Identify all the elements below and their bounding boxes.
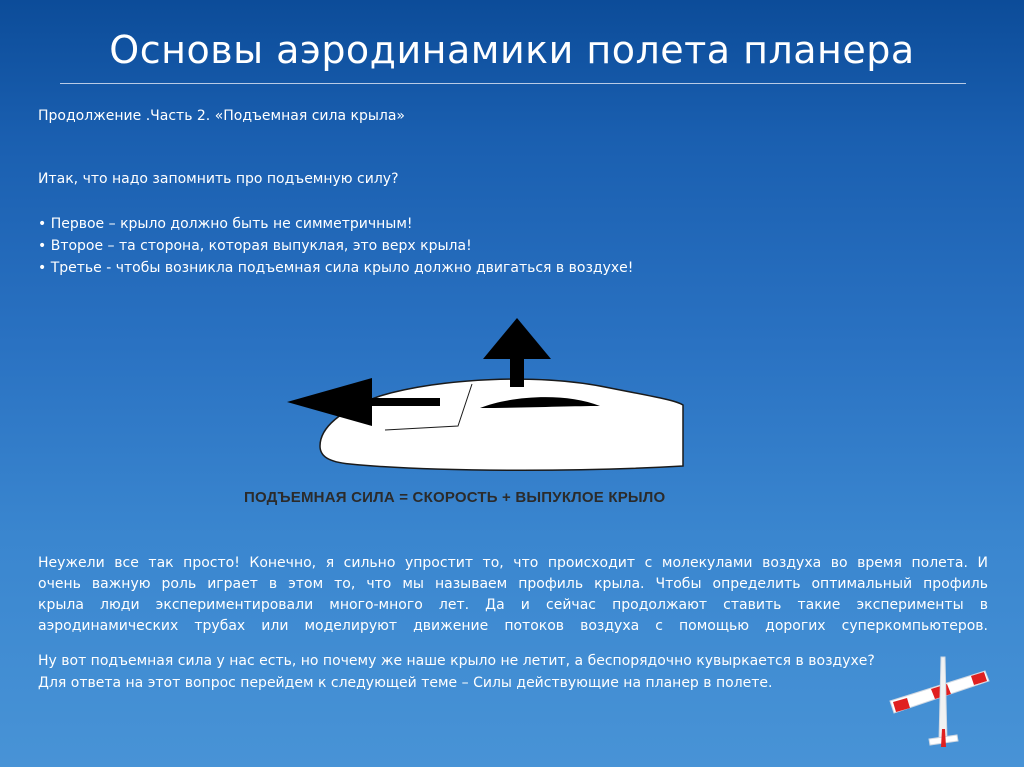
closing-line-1: Ну вот подъемная сила у нас есть, но почему же наше крыло не летит, а беспорядочно кувыркается в воздухе? — [38, 653, 875, 669]
explanation-paragraph — [38, 553, 988, 637]
lift-formula: ПОДЪЕМНАЯ СИЛА = СКОРОСТЬ + ВЫПУКЛОЕ КРЫЛО — [244, 489, 666, 506]
subtitle: Продолжение .Часть 2. «Подъемная сила крыла» — [38, 108, 405, 124]
key-points-list — [38, 213, 633, 279]
wing-profile — [320, 379, 683, 470]
paragraph-line-3: крыла люди экспериментировали много-много лет. Да и сейчас продолжают ставить такие эксперименты в — [38, 597, 988, 613]
wing-lift-diagram — [280, 318, 700, 478]
paragraph-line-2: очень важную роль играет в этом то, что мы называем профиль крыла. Чтобы определить оптимальный профиль — [38, 576, 988, 592]
title-divider — [60, 83, 966, 84]
slide-title: Основы аэродинамики полета планера — [109, 28, 915, 72]
lift-arrow-icon — [483, 318, 551, 387]
key-point-2: • Второе – та сторона, которая выпуклая, это верх крыла! — [38, 238, 472, 254]
paragraph-line-4: аэродинамических трубах или моделируют движение потоков воздуха с помощью дорогих суперкомпьютеров. — [38, 618, 988, 634]
paragraph-line-1: Неужели все так просто! Конечно, я сильно упростит то, что происходит с молекулами воздуха во время полета. И — [38, 555, 988, 571]
closing-line-2: Для ответа на этот вопрос перейдем к следующей теме – Силы действующие на планер в полете. — [38, 675, 773, 691]
closing-text — [38, 650, 875, 694]
glider-icon — [885, 655, 995, 755]
question-text: Итак, что надо запомнить про подъемную силу? — [38, 171, 399, 187]
key-point-1: • Первое – крыло должно быть не симметричным! — [38, 216, 413, 232]
key-point-3: • Третье - чтобы возникла подъемная сила крыло должно двигаться в воздухе! — [38, 260, 634, 276]
